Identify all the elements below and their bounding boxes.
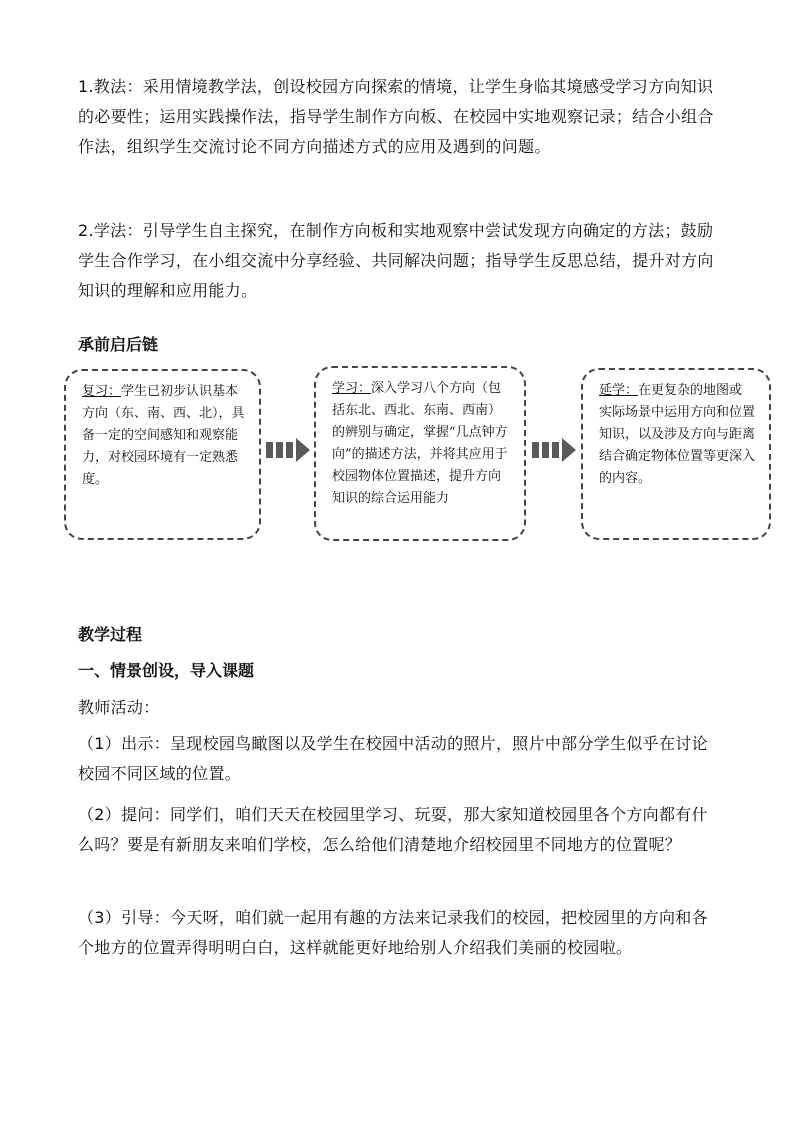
study-box — [314, 366, 526, 541]
study-label: 学习： — [332, 381, 372, 396]
activity-item-3: （3）引导：今天呀，咱们就一起用有趣的方法来记录我们的校园，把校园里的方向和各个地方的位置弄得明明白白，这样就能更好地给别人介绍我们美丽的校园啦。 — [78, 908, 708, 957]
teaching-method-paragraph: 1.教法：采用情境教学法，创设校园方向探索的情境，让学生身临其境感受学习方向知识的必要性；运用实践操作法，指导学生制作方向板、在校园中实地观察记录；结合小组合作法，组织学生交流讨论不同方向描述方式的应用及遇到的问题。 — [78, 77, 714, 156]
arrow-right-icon — [530, 436, 578, 464]
section1-heading: 一、情景创设，导入课题 — [78, 661, 255, 680]
extend-text: 在更复杂的地图或实际场景中运用方向和位置知识，以及涉及方向与距离结合确定物体位置等更深入的内容。 — [599, 383, 756, 486]
review-label: 复习： — [82, 384, 122, 399]
review-box — [64, 369, 261, 540]
links-heading: 承前启后链 — [78, 335, 159, 354]
extend-label: 延学： — [599, 383, 639, 398]
activity-item-1: （1）出示：呈现校园鸟瞰图以及学生在校园中活动的照片，照片中部分学生似乎在讨论校园不同区域的位置。 — [78, 734, 708, 783]
study-text: 深入学习八个方向（包括东北、西北、东南、西南）的辨别与确定，掌握“几点钟方向”的描述方法，并将其应用于校园物体位置描述，提升方向知识的综合运用能力 — [332, 381, 508, 506]
process-heading: 教学过程 — [78, 625, 143, 644]
review-text: 学生已初步认识基本方向（东、南、西、北），具备一定的空间感知和观察能力，对校园环境有一定熟悉度。 — [82, 384, 245, 487]
arrow-right-icon — [264, 436, 312, 464]
activity-item-2: （2）提问：同学们，咱们天天在校园里学习、玩耍，那大家知道校园里各个方向都有什么吗？要是有新朋友来咱们学校，怎么给他们清楚地介绍校园里不同地方的位置呢？ — [78, 805, 708, 854]
extend-box — [581, 368, 771, 540]
teacher-activity-label: 教师活动： — [78, 698, 160, 717]
learning-method-paragraph: 2.学法：引导学生自主探究，在制作方向板和实地观察中尝试发现方向确定的方法；鼓励学生合作学习，在小组交流中分享经验、共同解决问题；指导学生反思总结，提升对方向知识的理解和应用能力。 — [78, 221, 714, 300]
